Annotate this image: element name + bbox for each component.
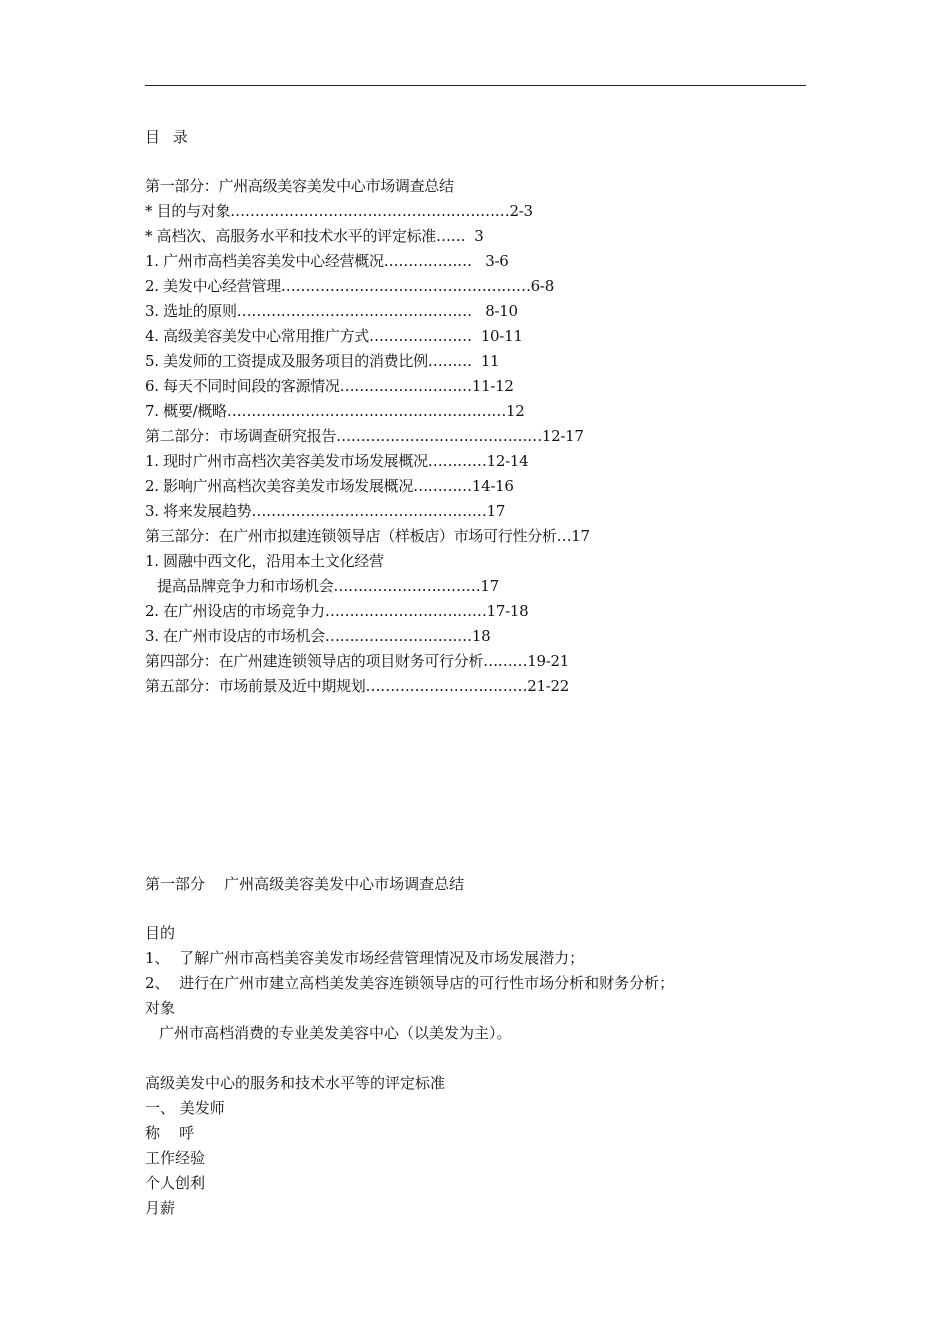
purpose-heading: 目的 xyxy=(145,924,176,942)
toc-entry[interactable]: 3. 在广州市设店的市场机会…………………………18 xyxy=(145,627,491,645)
section-title: 第一部分 广州高级美容美发中心市场调查总结 xyxy=(145,875,465,893)
toc-title: 目 录 xyxy=(145,128,192,146)
toc-entry[interactable]: 2. 美发中心经营管理……………………………………………6-8 xyxy=(145,277,554,295)
toc-entry[interactable]: 第三部分：在广州市拟建连锁领导店（样板店）市场可行性分析…17 xyxy=(145,527,590,545)
toc-entry[interactable]: 第四部分：在广州建连锁领导店的项目财务可行分析………19-21 xyxy=(145,652,569,670)
field-label: 工作经验 xyxy=(145,1149,206,1167)
purpose-object-block xyxy=(145,921,805,1046)
toc-entry[interactable]: 1. 现时广州市高档次美容美发市场发展概况…………12-14 xyxy=(145,452,529,470)
toc-entry[interactable]: 7. 概要/概略…………………………………………………12 xyxy=(145,402,525,420)
purpose-item: 2、 进行在广州市建立高档美发美容连锁领导店的可行性市场分析和财务分析； xyxy=(145,974,675,992)
field-label: 个人创利 xyxy=(145,1174,206,1192)
purpose-item: 1、 了解广州市高档美容美发市场经营管理情况及市场发展潜力； xyxy=(145,949,585,967)
toc-entry[interactable]: 第五部分：市场前景及近中期规划……………………………21-22 xyxy=(145,677,569,695)
toc-entry[interactable]: 3. 选址的原则………………………………………… 8-10 xyxy=(145,302,518,320)
toc-entry[interactable]: * 高档次、高服务水平和技术水平的评定标准…… 3 xyxy=(145,227,484,245)
field-label: 月薪 xyxy=(145,1199,176,1217)
object-heading: 对象 xyxy=(145,999,176,1017)
table-of-contents xyxy=(145,174,805,699)
standards-block xyxy=(145,1071,805,1221)
standards-heading: 高级美发中心的服务和技术水平等的评定标准 xyxy=(145,1074,446,1092)
header-rule xyxy=(145,85,806,86)
toc-entry[interactable]: 1. 广州市高档美容美发中心经营概况……………… 3-6 xyxy=(145,252,509,270)
toc-entry[interactable]: 2. 影响广州高档次美容美发市场发展概况…………14-16 xyxy=(145,477,514,495)
object-text: 广州市高档消费的专业美发美容中心（以美发为主）。 xyxy=(159,1024,512,1042)
field-label: 称 呼 xyxy=(145,1124,195,1142)
standards-item: 一、 美发师 xyxy=(145,1099,225,1117)
toc-entry[interactable]: 第二部分：市场调查研究报告……………………………………12-17 xyxy=(145,427,584,445)
toc-entry[interactable]: 2. 在广州设店的市场竞争力……………………………17-18 xyxy=(145,602,529,620)
toc-entry[interactable]: 提高品牌竞争力和市场机会…………………………17 xyxy=(157,577,499,595)
toc-entry[interactable]: 1. 圆融中西文化，沿用本土文化经营 xyxy=(145,552,384,570)
toc-entry[interactable]: 6. 每天不同时间段的客源情况………………………11-12 xyxy=(145,377,514,395)
toc-entry[interactable]: * 目的与对象…………………………………………………2-3 xyxy=(145,202,533,220)
toc-entry[interactable]: 第一部分：广州高级美容美发中心市场调查总结 xyxy=(145,177,454,195)
toc-entry[interactable]: 5. 美发师的工资提成及服务项目的消费比例……… 11 xyxy=(145,352,500,370)
toc-entry[interactable]: 3. 将来发展趋势…………………………………………17 xyxy=(145,502,506,520)
toc-entry[interactable]: 4. 高级美容美发中心常用推广方式………………… 10-11 xyxy=(145,327,523,345)
